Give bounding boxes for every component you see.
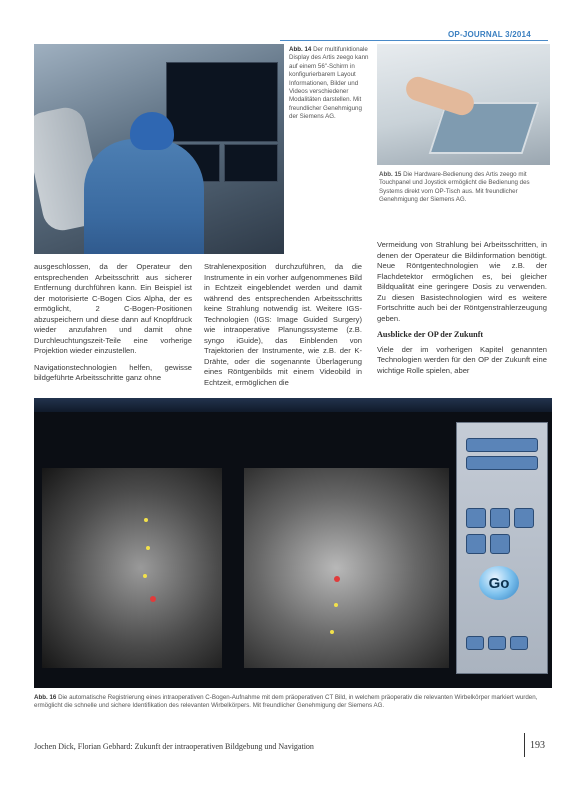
text-column-2: [204, 262, 362, 395]
vertebra-marker: [143, 574, 147, 578]
display-screen-small-2: [224, 144, 278, 182]
paragraph: Navigationstechnologien helfen, gewisse bildgeführte Arbeitsschritte ganz ohne: [34, 362, 192, 383]
tool-button[interactable]: [514, 508, 534, 528]
surgeon-cap: [130, 112, 174, 150]
paragraph: ausgeschlossen, da der Operateur den entsprechenden Arbeitsschritt aus sicherer Entfernung durchführen kann. Ein Beispiel ist der motorisierte C-Bogen Cios Alpha, der es ermöglicht, 2 C-Bogen-Positionen abzuspeichern und diese dann auf Knopfdruck wieder anzufahren und damit ohne Durchleuchtungszeit-Teile eine vorherige Projektion wieder einzustellen.: [34, 262, 192, 356]
paragraph: Strahlenexposition durchzuführen, da die Instrumente in ein vorher aufgenommenes Bild in Echtzeit eingeblendet werden und damit während des entsprechenden Arbeitsschritts keine Strahlung notwendig ist. Weitere IGS-Technologien (IGS: Image Guided Surgery) wie intraoperative Planungssysteme (z.B. syngo iGuide), das Einblenden von Trajektorien der Instrumente, wie z.B. der K-Drähte, oder die sogenannte Überlagerung eines Röntgenbilds mit einem Videobild in Echtzeit, ermöglichen die: [204, 262, 362, 388]
figure-16-text: Die automatische Registrierung eines intraoperativen C-Bogen-Aufnahme mit dem präoperativen CT Bild, in welchem präoperativ die relevanten Wirbelkörper markiert wurden, ermöglicht die schnelle und sichere Identifikation des relevanten Wirbelkörpers. Mit freundlicher Genehmigung der Siemens AG.: [34, 694, 538, 710]
surgeon-figure: [84, 139, 204, 254]
sidebar-option[interactable]: [466, 456, 538, 470]
text-column-1: [34, 262, 192, 390]
figure-15-label: Abb. 15: [379, 171, 402, 178]
hand: [403, 74, 477, 118]
page-number-rule: [524, 733, 525, 757]
sidebar-option[interactable]: [466, 438, 538, 452]
tool-button[interactable]: [510, 636, 528, 650]
target-vertebra-marker: [334, 576, 340, 582]
figure-14-photo: [34, 44, 284, 254]
tool-button[interactable]: [466, 534, 486, 554]
figure-16-screenshot: [34, 398, 552, 688]
tool-button[interactable]: [488, 636, 506, 650]
paragraph: Vermeidung von Strahlung bei Arbeitsschritten, in denen der Operateur die Bildinformation benötigt. Neue Röntgentechnologien wie z.B. der Flachdetektor ermöglichen es, bei gleicher Bildqualität eine geringere Dosis zu verwenden. Zu diesen Basistechnologien wird es weitere Fortschritte auch bei der Röntgenstrahlerzeugung geben.: [377, 240, 547, 323]
figure-14-label: Abb. 14: [289, 46, 312, 53]
tool-button[interactable]: [466, 636, 484, 650]
xray-c-arm-image: [42, 468, 222, 668]
figure-15-caption: [379, 171, 549, 205]
software-title-bar: [34, 398, 552, 412]
vertebra-marker: [146, 546, 150, 550]
tool-button[interactable]: [466, 508, 486, 528]
tool-button[interactable]: [490, 534, 510, 554]
target-vertebra-marker: [150, 596, 156, 602]
section-heading: Ausblicke der OP der Zukunft: [377, 330, 484, 340]
vertebra-marker: [144, 518, 148, 522]
text-column-3: [377, 240, 547, 383]
ct-registration-image: [244, 468, 449, 668]
journal-header: OP-JOURNAL 3/2014: [448, 30, 531, 39]
go-button[interactable]: Go: [479, 566, 519, 600]
figure-15-photo: [377, 44, 550, 165]
page-number: 193: [530, 740, 545, 751]
tool-button[interactable]: [490, 508, 510, 528]
figure-16-label: Abb. 16: [34, 694, 57, 701]
header-rule: [280, 40, 548, 41]
display-screen-large: [166, 62, 278, 142]
running-footer: Jochen Dick, Florian Gebhard: Zukunft der intraoperativen Bildgebung und Navigation: [34, 742, 314, 751]
vertebra-marker: [334, 603, 338, 607]
paragraph: Viele der im vorherigen Kapitel genannten Technologien werden für den OP der Zukunft eine wichtige Rolle spielen, aber: [377, 344, 547, 376]
figure-14-caption: [289, 46, 371, 122]
vertebra-marker: [330, 630, 334, 634]
figure-16-caption: [34, 694, 552, 711]
figure-15-text: Die Hardware-Bedienung des Artis zeego mit Touchpanel und Joystick ermöglicht die Bedienung des Systems direkt vom OP-Tisch aus. Mit freundlicher Genehmigung der Siemens AG.: [379, 171, 530, 204]
figure-14-text: Der multifunktionale Display des Artis zeego kann auf einem 56"-Schirm in konfigurierbarem Layout Informationen, Bilder und Videos verschiedener Modalitäten darstellen. Mit freundlicher Genehmigung der Siemens AG.: [289, 46, 369, 121]
